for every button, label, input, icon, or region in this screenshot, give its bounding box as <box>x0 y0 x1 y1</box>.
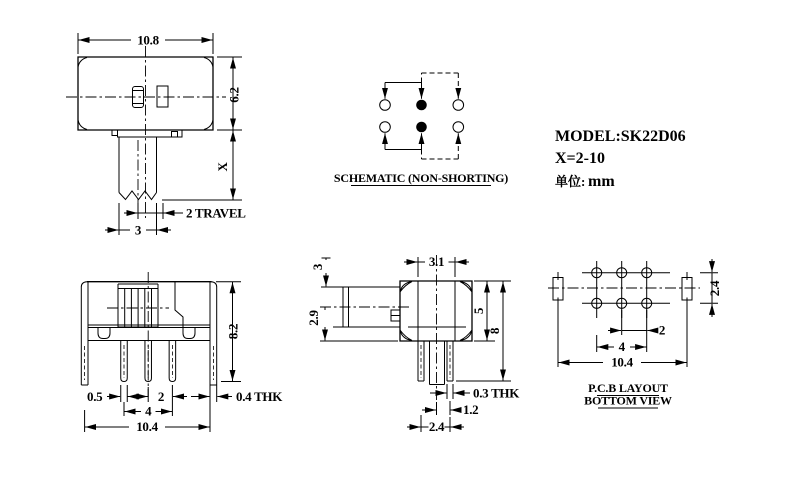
dim-pin-row-pitch: 2.4 <box>428 419 445 434</box>
dim-overall-span: 10.4 <box>611 354 633 370</box>
dim-pin-pitch: 2 <box>157 389 165 404</box>
dim-hole-span: 4 <box>618 339 625 354</box>
dim-pin-span: 4 <box>145 403 152 419</box>
dim-overall-height: 8 <box>487 327 502 335</box>
terminal-common <box>416 122 427 133</box>
x-range: X=2-10 <box>555 150 605 167</box>
dim-travel: 2 TRAVEL <box>186 205 246 221</box>
dim-knob-center: 2.9 <box>306 310 321 326</box>
unit-value: mm <box>588 173 615 190</box>
dim-body-height: 5 <box>471 307 486 315</box>
dim-top-depth: 6.2 <box>226 87 242 103</box>
dim-stem-x: X <box>215 162 230 172</box>
dim-overall-width: 10.4 <box>136 419 158 434</box>
schematic-caption: SCHEMATIC (NON-SHORTING) <box>333 171 509 185</box>
pcb-caption-line2: BOTTOM VIEW <box>584 393 672 408</box>
dim-top-width: 10.8 <box>137 32 159 48</box>
dim-pin-width: 0.5 <box>87 389 103 404</box>
dim-hole-pitch: 2 <box>658 322 666 338</box>
dim-row-pitch: 2.4 <box>707 280 722 297</box>
dim-bracket-thk: 0.4 THK <box>236 389 283 404</box>
dim-pin-offset: 1.2 <box>463 402 479 417</box>
dim-slot-width: 3.1 <box>428 254 445 269</box>
model-number: MODEL:SK22D06 <box>555 128 686 145</box>
pcb-caption-line1: P.C.B LAYOUT <box>588 381 668 395</box>
dim-stem-width: 3 <box>134 222 142 238</box>
dim-front-height: 8.2 <box>225 323 241 340</box>
unit-label: 单位: <box>555 174 586 189</box>
dim-pin-thk: 0.3 THK <box>473 385 520 401</box>
terminal-common <box>416 100 427 111</box>
dim-knob-height: 3 <box>310 263 325 271</box>
